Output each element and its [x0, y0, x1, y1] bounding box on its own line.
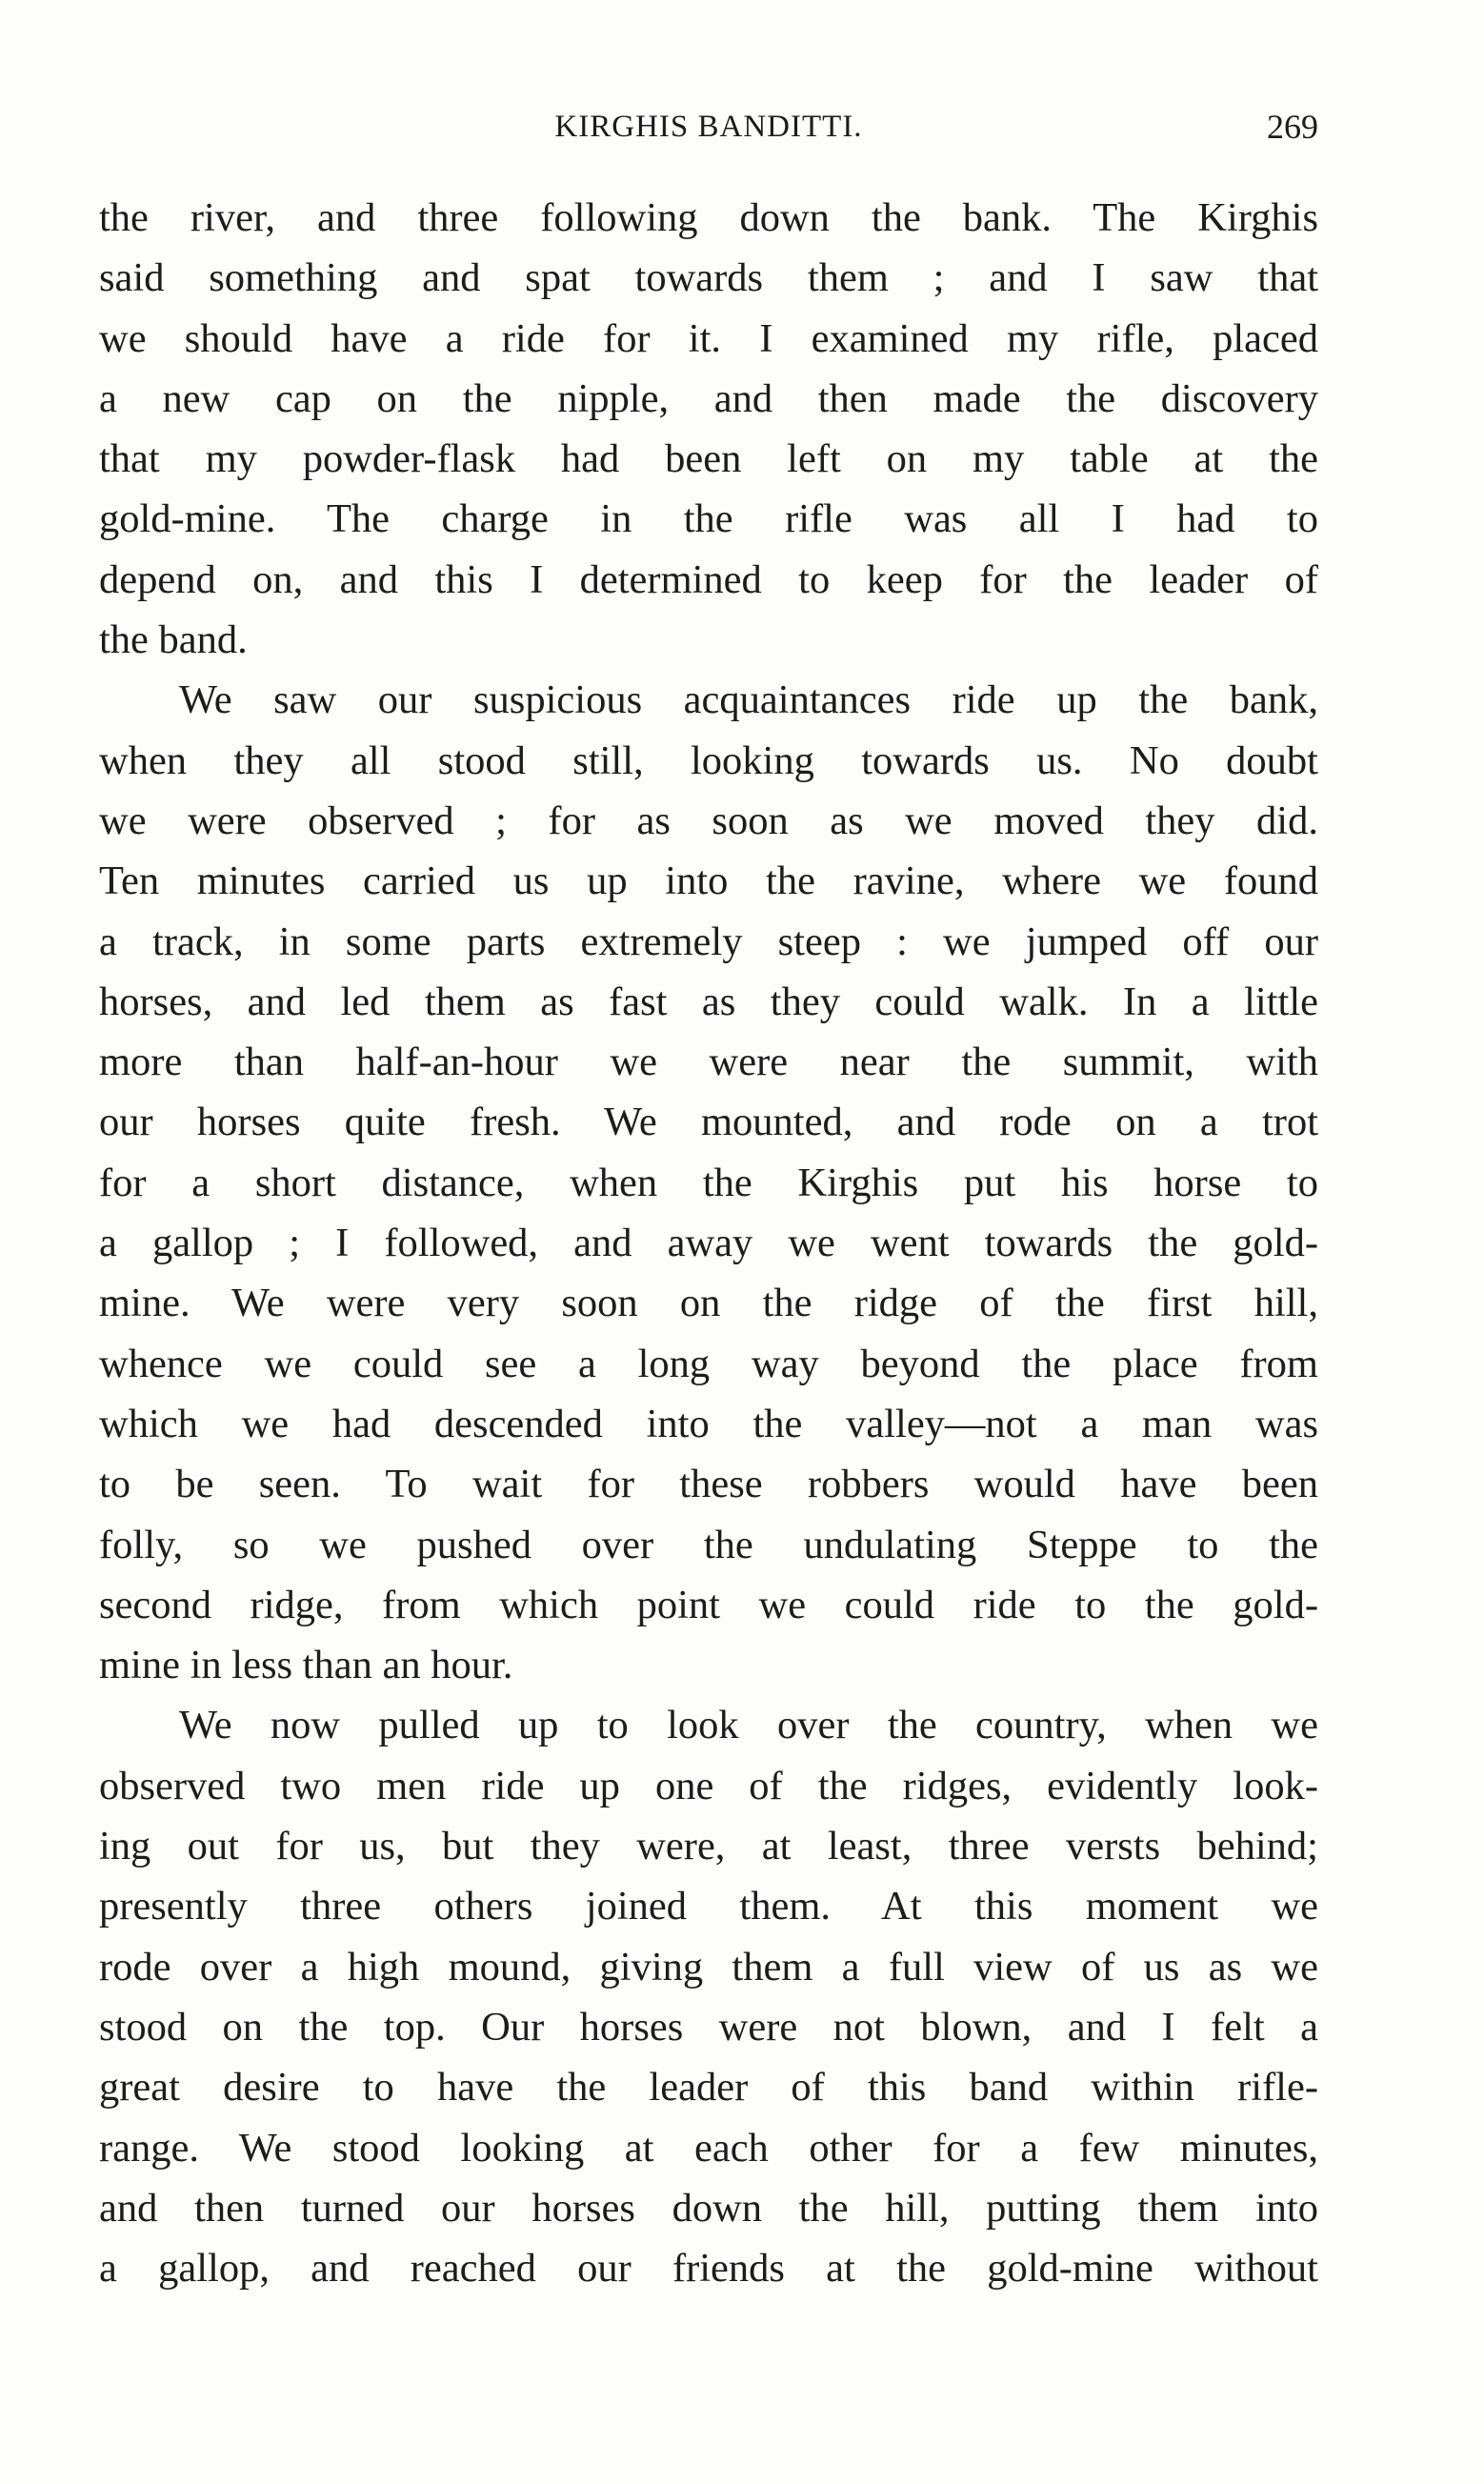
text-line: for a short distance, when the Kirghis put his horse to	[99, 1160, 1318, 1205]
text-line: range. We stood looking at each other for a few minutes,	[99, 2125, 1318, 2171]
text-line: our horses quite fresh. We mounted, and rode on a trot	[99, 1100, 1318, 1145]
text-line: we were observed ; for as soon as we moved they did.	[99, 798, 1318, 843]
text-line: a gallop ; I followed, and away we went towards the gold-	[99, 1221, 1318, 1266]
text-line: the river, and three following down the bank. The Kirghis	[99, 195, 1318, 240]
text-line: the band.	[99, 617, 248, 663]
text-line: said something and spat towards them ; and I saw that	[99, 255, 1318, 301]
text-line: great desire to have the leader of this band within rifle-	[99, 2065, 1318, 2110]
text-line: to be seen. To wait for these robbers would have been	[99, 1462, 1318, 1507]
text-line: more than half-an-hour we were near the summit, with	[99, 1040, 1318, 1085]
text-line: gold-mine. The charge in the rifle was all I had to	[99, 496, 1318, 542]
text-line: mine. We were very soon on the ridge of the first hill,	[99, 1281, 1318, 1326]
text-line: when they all stood still, looking towards us. No doubt	[99, 737, 1318, 783]
text-line: second ridge, from which point we could ride to the gold-	[99, 1582, 1318, 1627]
body-text	[99, 188, 1318, 2298]
text-line: ing out for us, but they were, at least, three versts behind;	[99, 1824, 1318, 1869]
text-line: horses, and led them as fast as they could walk. In a little	[99, 979, 1318, 1024]
text-line: mine in less than an hour.	[99, 1643, 513, 1688]
text-line: and then turned our horses down the hill, putting them into	[99, 2185, 1318, 2231]
text-line: folly, so we pushed over the undulating Steppe to the	[99, 1522, 1318, 1567]
text-line: that my powder-flask had been left on my table at the	[99, 436, 1318, 482]
text-line: presently three others joined them. At this moment we	[99, 1884, 1318, 1929]
text-line: We saw our suspicious acquaintances ride up the bank,	[179, 677, 1318, 723]
text-line: Ten minutes carried us up into the ravine, where we found	[99, 858, 1318, 904]
text-line: whence we could see a long way beyond the place from	[99, 1341, 1318, 1386]
text-line: We now pulled up to look over the country, when we	[179, 1703, 1318, 1748]
text-line: we should have a ride for it. I examined my rifle, placed	[99, 315, 1318, 361]
page-number: 269	[1267, 108, 1318, 146]
text-line: a new cap on the nipple, and then made the discovery	[99, 375, 1318, 421]
text-line: observed two men ride up one of the ridges, evidently look-	[99, 1763, 1318, 1808]
text-line: a gallop, and reached our friends at the gold-mine without	[99, 2246, 1318, 2292]
text-line: which we had descended into the valley—not a man was	[99, 1401, 1318, 1446]
text-line: a track, in some parts extremely steep : we jumped off our	[99, 919, 1318, 964]
running-head	[99, 103, 1318, 151]
text-line: depend on, and this I determined to keep for the leader of	[99, 556, 1318, 602]
text-line: rode over a high mound, giving them a full view of us as we	[99, 1944, 1318, 1989]
running-title: KIRGHIS BANDITTI.	[554, 110, 863, 144]
text-line: stood on the top. Our horses were not blown, and I felt a	[99, 2004, 1318, 2050]
